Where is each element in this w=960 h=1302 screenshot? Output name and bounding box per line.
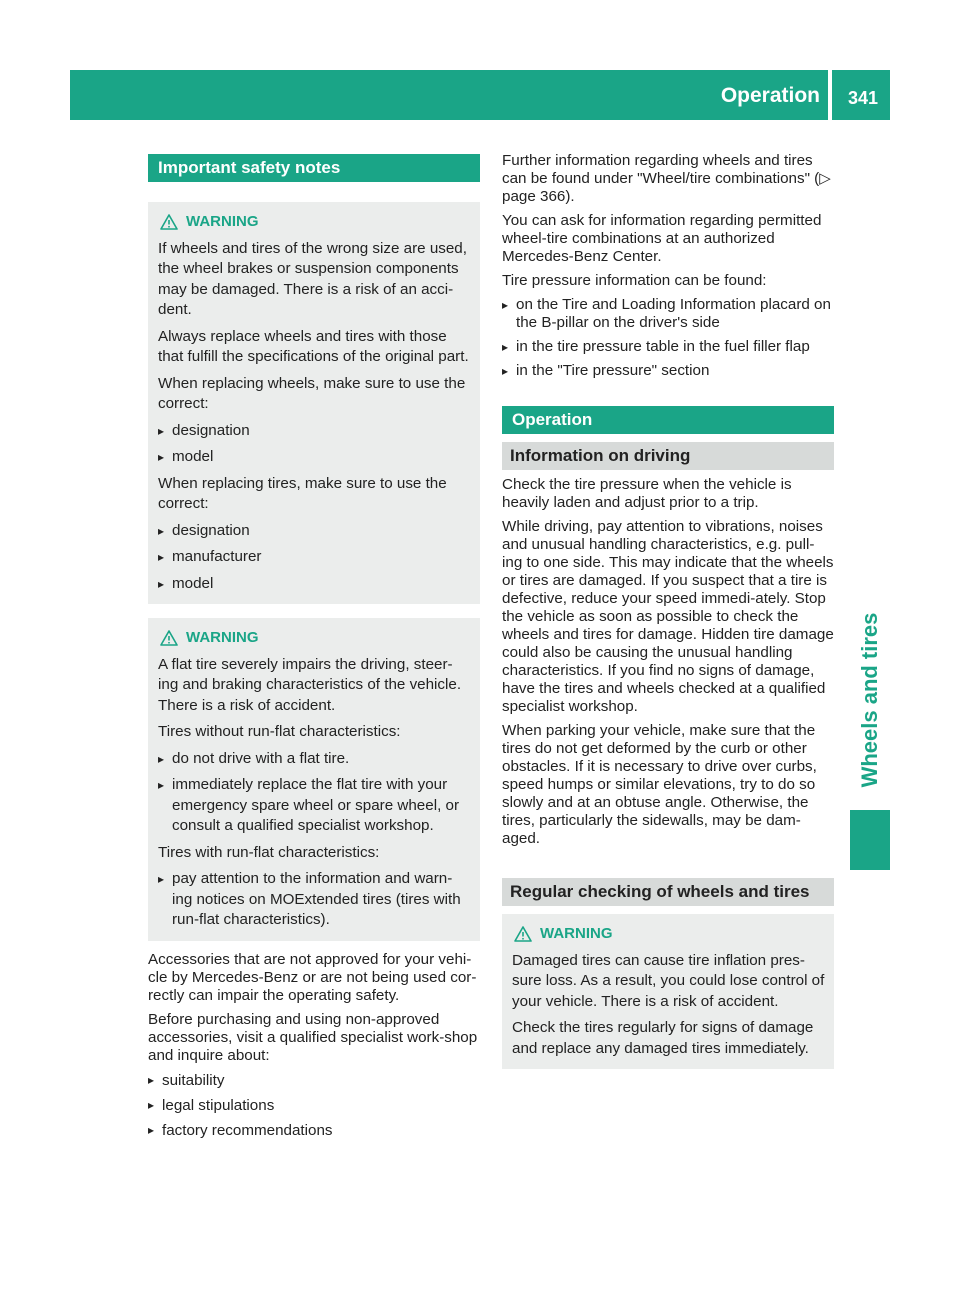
warning-triangle-icon <box>160 630 178 646</box>
section-heading-safety: Important safety notes <box>148 154 480 182</box>
body-paragraph: When parking your vehicle, make sure that the tires do not get deformed by the curb or other obstacles. If it is necessary to drive over curbs, speed humps or similar elevations, try to do so slowly and at an obtuse angle. Otherwise, the tires, particularly the sidewalls, may be dam-aged. <box>502 722 817 847</box>
warning-text: Damaged tires can cause tire inflation pres-sure loss. As a result, you could lose control of your vehicle. There is a risk of accident. <box>512 951 825 1010</box>
warning-box-damaged-tires <box>502 914 834 1069</box>
warning-header <box>512 924 826 945</box>
warning-text: Tires without run-flat characteristics: <box>158 723 401 740</box>
left-column <box>148 154 480 1146</box>
right-column <box>502 152 834 1069</box>
warning-label: WARNING <box>186 213 259 230</box>
warning-box-flat-tire <box>148 618 480 941</box>
list-item: ▸ pay attention to the information and warn-ing notices on MOExtended tires (tires with run-flat characteristics). <box>158 869 472 931</box>
warning-header <box>158 212 472 233</box>
warning-text: Tires with run-flat characteristics: <box>158 843 380 861</box>
body-paragraph: You can ask for information regarding permitted wheel-tire combinations at an authorized Mercedes-Benz Center. <box>502 212 822 265</box>
list-item: ▸ designation <box>158 421 472 442</box>
body-paragraph: Accessories that are not approved for your vehi-cle by Mercedes-Benz or are not being used cor-rectly can impair the operating safety. <box>148 950 477 1004</box>
page-number: 341 <box>847 88 879 108</box>
warning-text: Check the tires regularly for signs of damage and replace any damaged tires immediately. <box>512 1019 814 1057</box>
side-tab-label: Wheels and tires <box>857 612 882 788</box>
header-divider <box>828 70 832 120</box>
list-item: ▸ immediately replace the flat tire with your emergency spare wheel or spare wheel, or consult a qualified specialist workshop. <box>158 775 472 837</box>
warning-text: When replacing wheels, make sure to use the correct: <box>158 374 466 412</box>
side-tab-marker <box>850 810 890 870</box>
body-paragraph: Before purchasing and using non-approved accessories, visit a qualified specialist work-shop and inquire about: <box>148 1010 478 1064</box>
list-item: ▸ do not drive with a flat tire. <box>158 749 472 770</box>
list-item: ▸ in the "Tire pressure" section <box>502 362 834 380</box>
warning-text: When replacing tires, make sure to use the correct: <box>158 474 447 512</box>
list-item: ▸ model <box>158 574 472 595</box>
list-item: ▸ on the Tire and Loading Information placard on the B-pillar on the driver's side <box>502 296 834 332</box>
body-paragraph: Further information regarding wheels and tires can be found under "Wheel/tire combinations" (▷ page 366). <box>502 152 831 205</box>
warning-header <box>158 628 472 649</box>
warning-triangle-icon <box>514 926 532 942</box>
warning-box-wheel-size <box>148 202 480 604</box>
list-item: ▸ suitability <box>148 1071 480 1090</box>
list-item: ▸ factory recommendations <box>148 1121 480 1140</box>
section-heading-operation: Operation <box>502 406 834 434</box>
warning-text: If wheels and tires of the wrong size are used, the wheel brakes or suspension components may be damaged. There is a risk of an acci-dent. <box>158 239 467 318</box>
list-item: ▸ designation <box>158 521 472 542</box>
list-item: ▸ manufacturer <box>158 547 472 568</box>
list-item: ▸ legal stipulations <box>148 1096 480 1115</box>
warning-text: A flat tire severely impairs the driving, steer-ing and braking characteristics of the vehicle. There is a risk of accident. <box>158 655 462 714</box>
body-paragraph: While driving, pay attention to vibrations, noises and unusual handling characteristics, e.g. pull-ing to one side. This may indicate that the wheels or tires are damaged. If you suspect that a tire is defective, reduce your speed immedi-ately. Stop the vehicle as soon as possible to check the wheels and tires for damage. Hidden tire damage could also be causing the unusual handling characteristics. If you find no signs of damage, have the tires and wheels checked at a qualified specialist workshop. <box>502 518 834 715</box>
subsection-heading-regular-checking: Regular checking of wheels and tires <box>502 878 834 906</box>
subsection-heading-driving: Information on driving <box>502 442 834 470</box>
warning-text: Always replace wheels and tires with those that fulfill the specifications of the original part. <box>158 327 469 365</box>
list-item: ▸ model <box>158 447 472 468</box>
chapter-title: Operation <box>720 84 820 107</box>
warning-label: WARNING <box>186 629 259 646</box>
warning-triangle-icon <box>160 214 178 230</box>
list-item: ▸ in the tire pressure table in the fuel filler flap <box>502 338 834 356</box>
warning-label: WARNING <box>540 925 613 942</box>
body-paragraph: Tire pressure information can be found: <box>502 272 767 289</box>
body-paragraph: Check the tire pressure when the vehicle is heavily laden and adjust prior to a trip. <box>502 476 792 511</box>
